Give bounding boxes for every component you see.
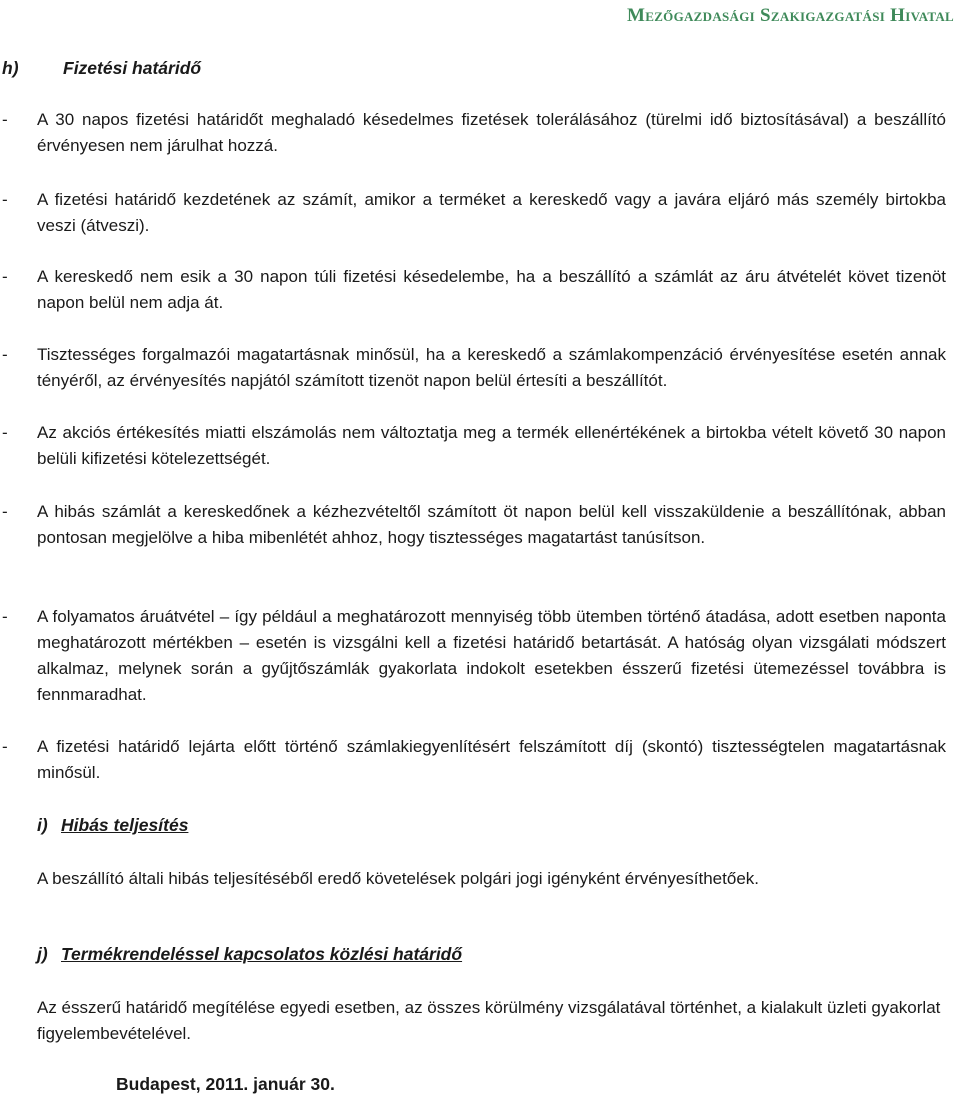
signature-place-date: Budapest, 2011. január 30. — [116, 1074, 335, 1094]
section-j-title: Termékrendeléssel kapcsolatos közlési határidő — [61, 944, 463, 964]
bullet-text: A folyamatos áruátvétel – így például a meghatározott mennyiség több ütemben történő átadása, adott esetben naponta meghatározott mértékben – esetén is vizsgálni kell a fizetési határidő betartását. A hatóság olyan vizsgálati módszert alkalmaz, melynek során a gyűjtőszámlák gyakorlata indokolt esetekben ésszerű fizetési ütemezéssel továbbra is fennmaradhat. — [37, 607, 946, 704]
bullet-dash: - — [2, 502, 8, 521]
bullet-dash: - — [2, 423, 8, 442]
section-i-paragraph: A beszállító általi hibás teljesítéséből eredő követelések polgári jogi igényként érvényesíthetőek. — [37, 869, 759, 888]
bullet-dash: - — [2, 110, 8, 129]
bullet-item — [0, 107, 946, 159]
document-header-title: Mezőgazdasági Szakigazgatási Hivatal — [626, 5, 954, 26]
bullet-item — [0, 187, 946, 239]
bullet-text: A fizetési határidő lejárta előtt történő számlakiegyenlítésért felszámított díj (skontó) tisztességtelen magatartásnak minősül. — [37, 737, 946, 782]
section-h-letter: h) — [2, 58, 19, 78]
bullet-dash: - — [2, 267, 8, 286]
bullet-item — [0, 499, 946, 551]
bullet-dash: - — [2, 190, 8, 209]
bullet-item — [0, 420, 946, 472]
section-j-paragraph: Az ésszerű határidő megítélése egyedi esetben, az összes körülmény vizsgálatával történhet, a kialakult üzleti gyakorlat figyelembevételével. — [37, 998, 941, 1043]
bullet-dash: - — [2, 345, 8, 364]
bullet-text: A 30 napos fizetési határidőt meghaladó késedelmes fizetések tolerálásához (türelmi idő biztosításával) a beszállító érvényesen nem járulhat hozzá. — [37, 110, 946, 155]
bullet-item — [0, 264, 946, 316]
bullet-dash: - — [2, 607, 8, 626]
section-h-title: Fizetési határidő — [63, 58, 202, 78]
section-j-heading — [37, 944, 462, 965]
section-i-heading — [37, 815, 188, 836]
bullet-text: A fizetési határidő kezdetének az számít, amikor a terméket a kereskedő vagy a javára eljáró más személy birtokba veszi (átveszi). — [37, 190, 946, 235]
bullet-item — [0, 734, 946, 786]
bullet-text: Tisztességes forgalmazói magatartásnak minősül, ha a kereskedő a számlakompenzáció érvényesítése esetén annak tényéről, az érvényesítés napjától számított tizenöt napon belül értesíti a beszállítót. — [37, 345, 946, 390]
section-i-letter: i) — [37, 815, 48, 835]
bullet-text: Az akciós értékesítés miatti elszámolás nem változtatja meg a termék ellenértékének a birtokba vételt követő 30 napon belüli kifizetési kötelezettségét. — [37, 423, 946, 468]
bullet-item — [0, 604, 946, 708]
bullet-item — [0, 342, 946, 394]
bullet-dash: - — [2, 737, 8, 756]
bullet-text: A hibás számlát a kereskedőnek a kézhezvételtől számított öt napon belül kell visszaküldenie a beszállítónak, abban pontosan megjelölve a hiba mibenlétét ahhoz, hogy tisztességes magatartást tanúsítson. — [37, 502, 946, 547]
section-j-letter: j) — [37, 944, 48, 964]
bullet-text: A kereskedő nem esik a 30 napon túli fizetési késedelembe, ha a beszállító a számlát az áru átvételét követ tizenöt napon belül nem adja át. — [37, 267, 946, 312]
section-h-heading — [0, 58, 201, 79]
section-i-title: Hibás teljesítés — [61, 815, 189, 835]
